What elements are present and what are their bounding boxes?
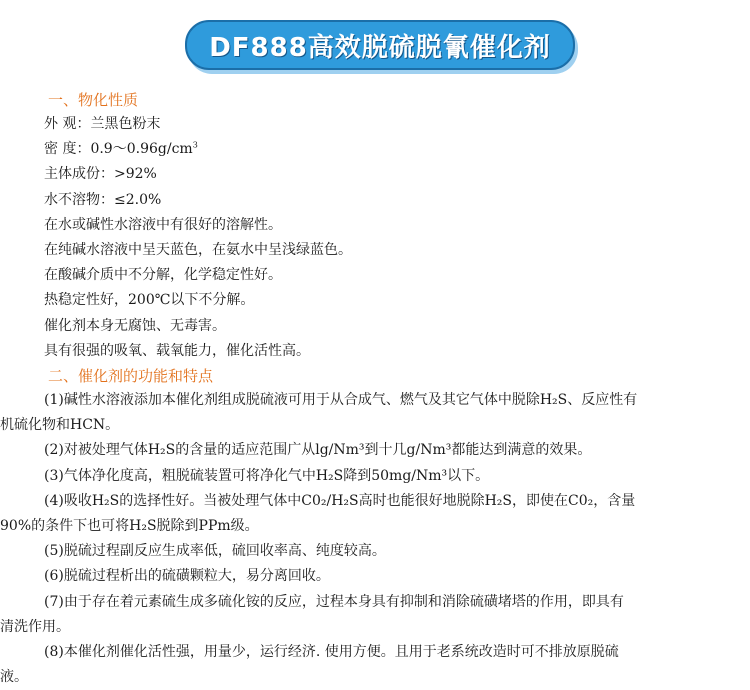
feature-item: [44, 564, 714, 589]
density-line: [44, 137, 714, 162]
feature-text: (6)脱硫过程析出的硫磺颗粒大，易分离回收。: [44, 568, 330, 585]
appearance-line: 外 观：兰黑色粉末: [44, 116, 161, 132]
property-line: 在水或碱性水溶液中有很好的溶解性。: [44, 216, 282, 233]
feature-text: (7)由于存在着元素硫生成多硫化铵的反应，过程本身具有抑制和消除硫磺堵塔的作用，即具有: [44, 593, 624, 610]
property-line: 在酸碱介质中不分解，化学稳定性好。: [44, 267, 282, 284]
section-heading-features: 二、催化剂的功能和特点: [48, 367, 214, 386]
property-line: 在纯碱水溶液中呈天蓝色，在氨水中呈浅绿蓝色。: [44, 242, 352, 259]
title-banner: [185, 20, 575, 70]
feature-text: (8)本催化剂催化活性强，用量少，运行经济. 使用方便。且用于老系统改造时可不排放原脱硫: [44, 644, 619, 661]
main-component-line: 主体成份：>92%: [44, 166, 157, 183]
document-body: [0, 88, 714, 690]
property-line: 催化剂本身无腐蚀、无毒害。: [44, 317, 226, 334]
insoluble-line: 水不溶物：≤2.0%: [44, 191, 162, 208]
feature-continuation: 90%的条件下也可将H₂S脱除到PPm级。: [0, 518, 259, 535]
feature-text: (3)气体净化度高，粗脱硫装置可将净化气中H₂S降到50mg/Nm³以下。: [44, 467, 490, 484]
property-line: 热稳定性好，200℃以下不分解。: [44, 292, 255, 309]
feature-item: [0, 489, 714, 539]
feature-text: (2)对被处理气体H₂S的含量的适应范围广从lg/Nm³到十几g/Nm³都能达到满意的效果。: [44, 442, 592, 459]
feature-item: [0, 640, 714, 690]
feature-continuation: 液。: [0, 669, 28, 686]
density-exponent: 3: [192, 140, 198, 150]
feature-item: [44, 464, 714, 489]
page-title: DF888高效脱硫脱氰催化剂: [209, 32, 551, 63]
feature-item: [44, 539, 714, 564]
feature-item: [0, 388, 714, 438]
section-heading-properties: 一、物化性质: [48, 91, 139, 109]
feature-text: (1)碱性水溶液添加本催化剂组成脱硫液可用于从合成气、燃气及其它气体中脱除H₂S、反应性有: [44, 392, 638, 409]
density-text: 密 度：0.9～0.96g/cm: [44, 141, 193, 158]
feature-continuation: 清洗作用。: [0, 618, 70, 635]
feature-text: (4)吸收H₂S的选择性好。当被处理气体中C0₂/H₂S高时也能很好地脱除H₂S，即使在C0₂，含量: [44, 492, 636, 509]
feature-item: [44, 438, 714, 463]
property-line: 具有很强的吸氧、载氧能力，催化活性高。: [44, 342, 310, 359]
feature-text: (5)脱硫过程副反应生成率低，硫回收率高、纯度较高。: [44, 543, 386, 560]
feature-continuation: 机硫化物和HCN。: [0, 417, 120, 434]
feature-item: [0, 590, 714, 640]
